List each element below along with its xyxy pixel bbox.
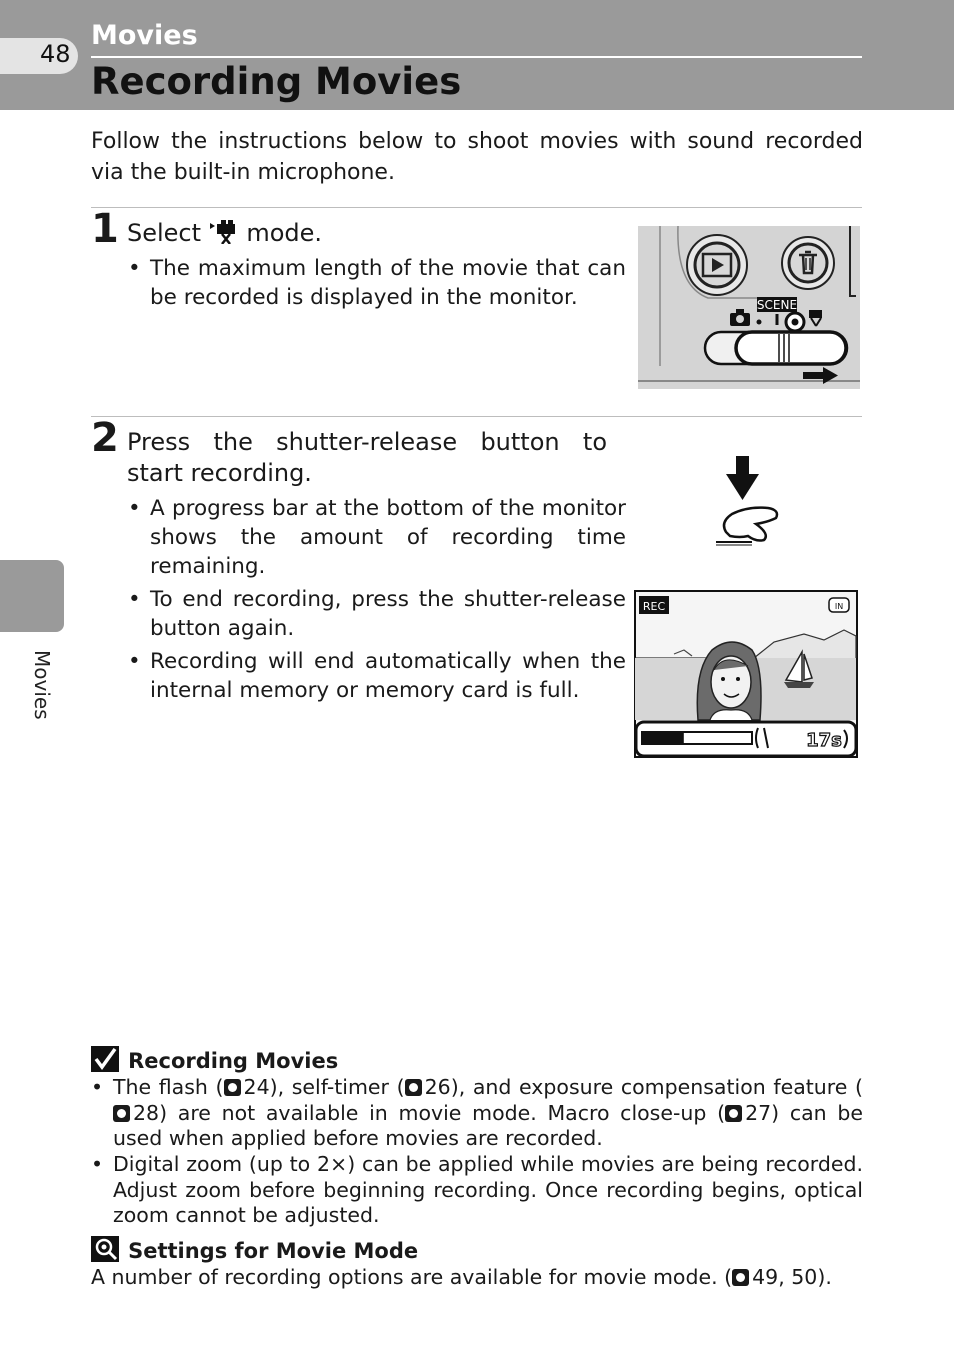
note-2-text <box>91 1265 863 1291</box>
section-title: Movies <box>91 20 198 51</box>
note-1-bullet-1: • The flash ( 24), self-timer ( 26), and exposure compensation feature (28) are not available in movie mode. Macro close-up ( 27) can be used when applied before movies are recorded. <box>91 1075 864 1150</box>
finger-icon <box>716 508 777 545</box>
recording-monitor-illustration <box>634 590 858 758</box>
note-2-text-part: A number of recording options are available for movie mode. ( <box>91 1265 733 1289</box>
note-1-bullet-1-part: 28) are not available in movie mode. Macro close-up ( <box>133 1100 726 1125</box>
step-2-bullet-3-text: Recording will end automatically when the internal memory or memory card is full. <box>150 649 626 703</box>
page-ref-icon <box>405 1079 422 1096</box>
step-1-title-prefix: Select <box>127 219 202 247</box>
playback-button-icon <box>687 235 747 295</box>
page-ref-icon <box>224 1079 241 1096</box>
delete-button-icon <box>782 237 834 289</box>
magnifier-note-icon <box>91 1236 119 1262</box>
page-ref-icon <box>113 1105 130 1122</box>
memory-label: IN <box>834 602 844 611</box>
step-2-bullet-2: • To end recording, press the shutter-release button again. <box>128 587 626 641</box>
step-2-bullet-3: • Recording will end automatically when the internal memory or memory card is full. <box>128 649 626 703</box>
recording-progress-bar <box>642 728 768 748</box>
check-mark-icon <box>91 1046 119 1072</box>
header-rule <box>91 56 862 58</box>
divider <box>91 416 862 417</box>
step-2-title: Press the shutter-release button to start recording. <box>127 428 607 487</box>
down-arrow-icon <box>726 456 759 500</box>
note-1-bullet-1-part: The flash ( <box>113 1075 224 1099</box>
internal-memory-icon <box>829 598 849 612</box>
note-1-bullet-1-part: 27) can be used when applied before movies are recorded. <box>113 1100 863 1150</box>
press-shutter-illustration <box>712 456 784 552</box>
chapter-side-tab <box>0 560 64 632</box>
page-ref-icon <box>725 1105 742 1122</box>
rec-label: REC <box>642 600 666 613</box>
step-2-bullet-1: • A progress bar at the bottom of the monitor shows the amount of recording time remaining. <box>128 496 626 579</box>
time-remaining: 17s <box>806 730 842 751</box>
step-2-bullet-1-text: A progress bar at the bottom of the monitor shows the amount of recording time remaining. <box>150 496 626 579</box>
page-title: Recording Movies <box>91 60 462 103</box>
step-1-title-suffix: mode. <box>246 219 323 247</box>
step-2-bullet-2-text: To end recording, press the shutter-release button again. <box>150 587 626 641</box>
step-1-bullet: • The maximum length of the movie that can be recorded is displayed in the monitor. <box>128 256 626 310</box>
divider <box>91 207 862 208</box>
step-1-title <box>127 218 322 252</box>
rec-indicator-icon <box>639 596 669 614</box>
note-2-heading: Settings for Movie Mode <box>128 1239 419 1263</box>
scene-label: SCENE <box>756 298 798 312</box>
camera-mode-dial-illustration <box>638 226 860 389</box>
progress-fill <box>642 732 684 744</box>
intro-paragraph: Follow the instructions below to shoot movies with sound recorded via the built-in microphone. <box>91 129 863 185</box>
note-2-text-part: 49, 50). <box>752 1265 832 1289</box>
step-1-bullet-text: The maximum length of the movie that can be recorded is displayed in the monitor. <box>150 256 626 310</box>
note-settings-movie-mode <box>91 1236 418 1263</box>
chapter-side-label: Movies <box>30 650 54 720</box>
note-1-bullet-2-text: Digital zoom (up to 2×) can be applied while movies are being recorded. Adjust zoom before beginning recording. Once recording begins, optical zoom cannot be adjusted. <box>113 1152 863 1227</box>
note-1-heading: Recording Movies <box>128 1049 339 1073</box>
page-number: 48 <box>40 40 71 68</box>
step-1-number: 1 <box>91 206 119 252</box>
page-ref-icon <box>732 1269 749 1286</box>
movie-mode-icon <box>209 220 239 252</box>
note-1-bullet-1-part: 24), self-timer ( <box>243 1075 405 1099</box>
note-1-bullet-1-part: 26), and exposure compensation feature ( <box>424 1075 864 1099</box>
note-1-bullet-2: • Digital zoom (up to 2×) can be applied while movies are being recorded. Adjust zoom before beginning recording. Once recording begins, optical zoom cannot be adjusted. <box>91 1152 863 1227</box>
step-2-number: 2 <box>91 415 119 461</box>
note-recording-movies <box>91 1046 338 1073</box>
